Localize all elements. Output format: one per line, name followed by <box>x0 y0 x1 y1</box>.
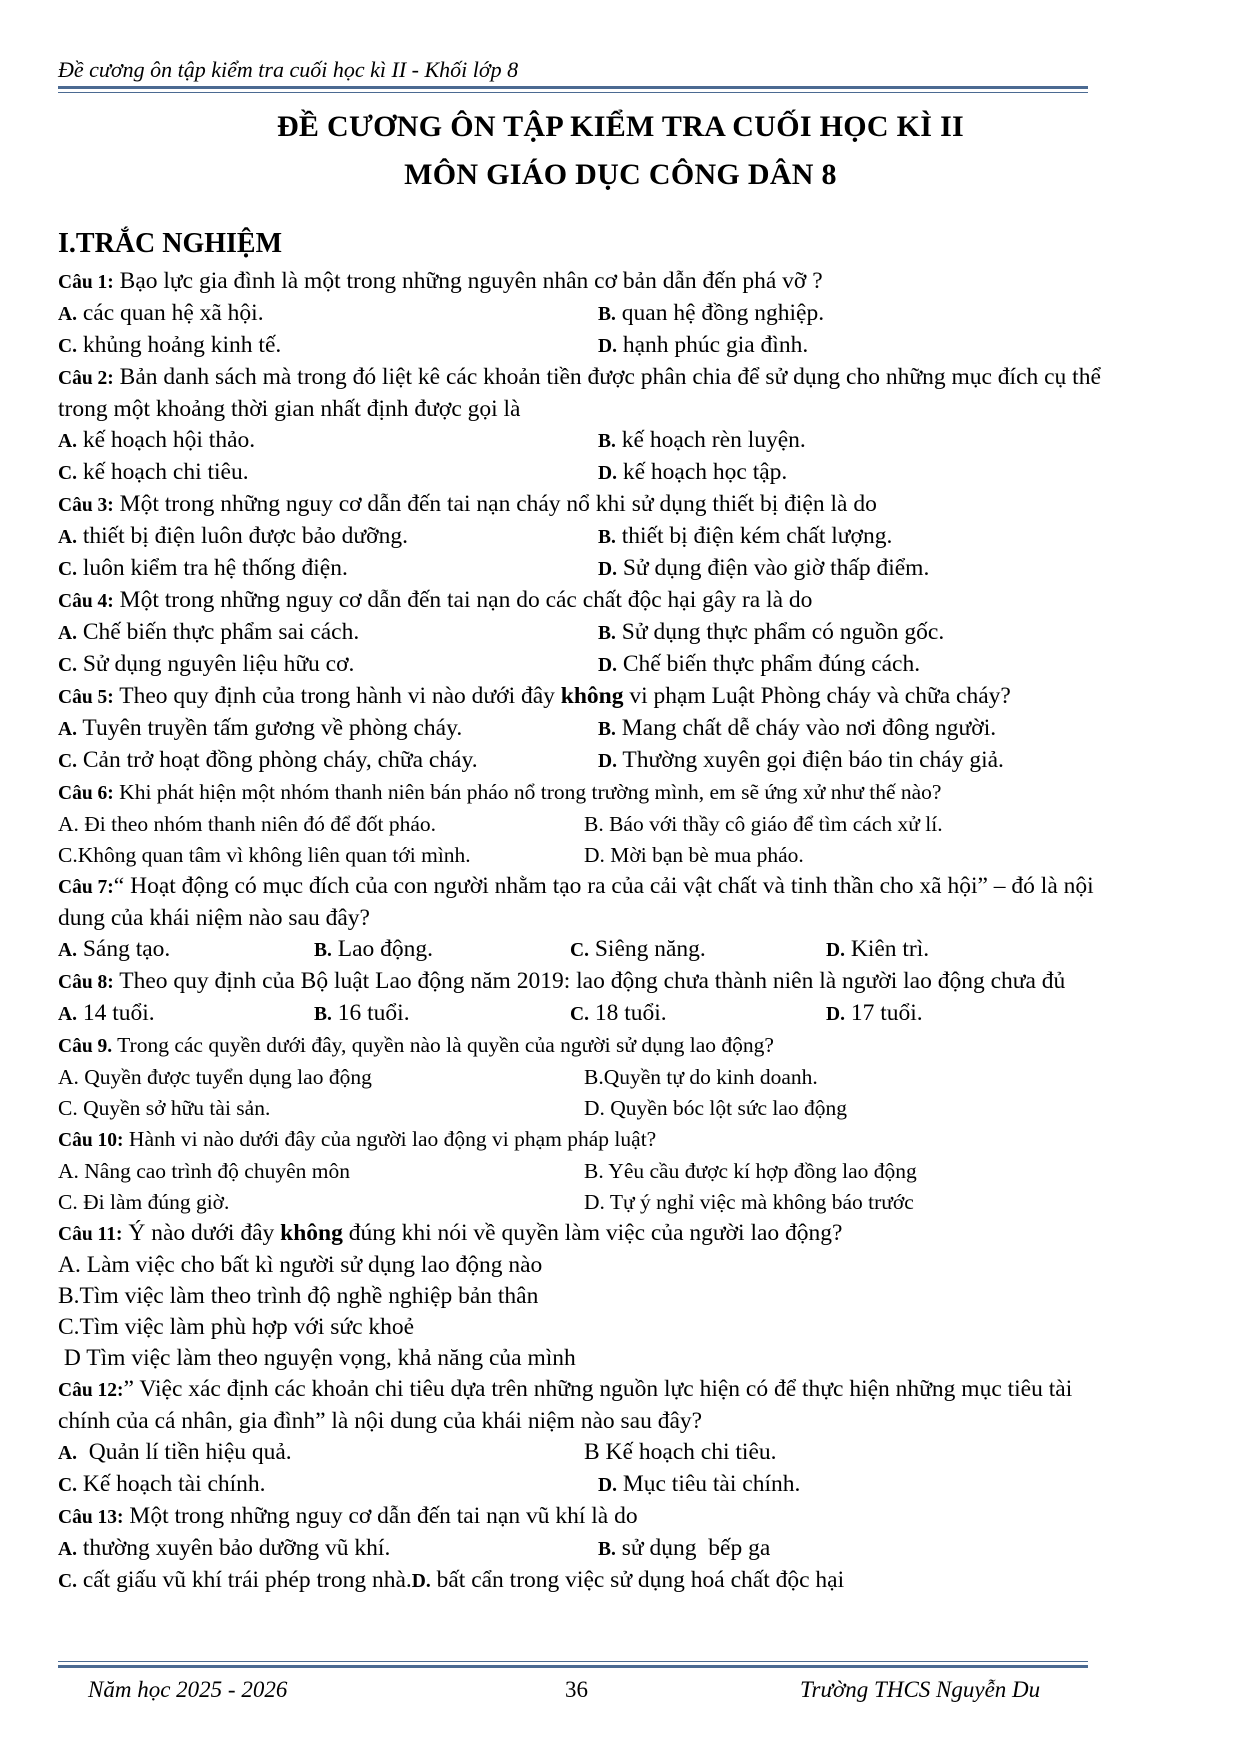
answer-option-a <box>58 617 598 649</box>
answer-option-d <box>826 934 929 966</box>
question-2 <box>58 362 1106 425</box>
question-number: Câu 11: <box>58 1224 123 1245</box>
option-letter: D. <box>826 940 845 961</box>
option-letter: C. <box>58 1571 77 1592</box>
answer-row-cd <box>58 1565 1106 1597</box>
option-text: Sử dụng điện vào giờ thấp điểm. <box>616 555 930 581</box>
option-letter: A. <box>58 527 77 548</box>
answer-option-a <box>58 1533 598 1565</box>
answer-option-d: D. Tự ý nghỉ việc mà không báo trước <box>584 1190 914 1214</box>
option-text: 17 tuổi. <box>844 1000 923 1026</box>
answer-option-b <box>314 998 570 1030</box>
answer-option-c <box>58 553 598 585</box>
question-number: Câu 9. <box>58 1036 113 1057</box>
answer-row <box>58 998 1106 1030</box>
option-text: Cản trở hoạt đồng phòng cháy, chữa cháy. <box>76 747 478 773</box>
answer-row <box>58 521 1106 553</box>
answer-row <box>58 330 1106 362</box>
question-6 <box>58 777 1106 809</box>
answer-row <box>58 840 1106 871</box>
option-text: 14 tuổi. <box>76 1000 155 1026</box>
question-number: Câu 13: <box>58 1507 124 1528</box>
answer-option-b: B.Tìm việc làm theo trình độ nghề nghiệp bản thân <box>58 1283 539 1309</box>
answer-row <box>58 934 1106 966</box>
option-text: Sử dụng thực phẩm có nguồn gốc. <box>615 619 945 645</box>
option-text: thiết bị điện luôn được bảo dưỡng. <box>76 523 408 549</box>
option-letter: C. <box>58 336 77 357</box>
answer-option-a <box>58 298 598 330</box>
answer-option-d <box>598 330 808 362</box>
answer-row <box>58 1156 1106 1187</box>
answer-option-a <box>58 934 314 966</box>
answer-option-d <box>826 998 923 1030</box>
answer-row <box>58 713 1106 745</box>
option-letter: D. <box>598 463 617 484</box>
option-text: Mang chất dễ cháy vào nơi đông người. <box>615 715 997 741</box>
option-text: Quản lí tiền hiệu quả. <box>76 1439 292 1465</box>
answer-option-c: C.Tìm việc làm phù hợp với sức khoẻ <box>58 1314 415 1340</box>
option-letter: A. <box>58 940 77 961</box>
answer-option-a <box>58 998 314 1030</box>
option-letter: D. <box>598 751 617 772</box>
question-number: Câu 8: <box>58 972 114 993</box>
option-letter: D. <box>598 655 617 676</box>
answer-option-b: B. Yêu cầu được kí hợp đồng lao động <box>584 1159 917 1183</box>
answer-row <box>58 1093 1106 1124</box>
answer-row <box>58 745 1106 777</box>
option-letter: A. <box>58 1004 77 1025</box>
question-text: vi phạm Luật Phòng cháy và chữa cháy? <box>623 683 1011 709</box>
answer-option-a: A. Quyền được tuyển dụng lao động <box>58 1065 372 1089</box>
answer-option-c <box>570 998 826 1030</box>
question-text: Một trong những nguy cơ dẫn đến tai nạn do các chất độc hại gây ra là do <box>113 587 813 613</box>
answer-option-c: C. Đi làm đúng giờ. <box>58 1190 230 1214</box>
option-letter: A. <box>58 1539 77 1560</box>
option-text: luôn kiểm tra hệ thống điện. <box>76 555 348 581</box>
option-letter: A. <box>58 623 77 644</box>
answer-option-b <box>598 617 944 649</box>
option-letter: A. <box>58 431 77 452</box>
question-text: ” Việc xác định các khoản chi tiêu dựa trên những nguồn lực hiện có để thực hiện những mục tiêu tài chính của cá nhân, gia đình” là nội dung của khái niệm nào sau đây? <box>58 1376 1073 1434</box>
document-title-line1: ĐỀ CƯƠNG ÔN TẬP KIỂM TRA CUỐI HỌC KÌ II <box>276 110 965 143</box>
answer-option-d: D. Quyền bóc lột sức lao động <box>584 1096 848 1120</box>
question-number: Câu 1: <box>58 272 114 293</box>
question-text: Một trong những nguy cơ dẫn đến tai nạn cháy nổ khi sử dụng thiết bị điện là do <box>113 491 877 517</box>
answer-option-a <box>58 521 598 553</box>
option-letter: B. <box>314 1004 332 1025</box>
answer-option-c <box>58 745 598 777</box>
question-text: Theo quy định của trong hành vi nào dưới đây <box>113 683 561 709</box>
question-1 <box>58 266 1106 298</box>
answer-option-c <box>58 1469 598 1501</box>
question-text: Bạo lực gia đình là một trong những nguyên nhân cơ bản dẫn đến phá vỡ ? <box>113 268 823 294</box>
option-letter: B. <box>598 623 616 644</box>
option-letter: C. <box>58 559 77 580</box>
answer-row <box>58 1187 1106 1218</box>
option-text: các quan hệ xã hội. <box>76 300 264 326</box>
answer-row <box>58 553 1106 585</box>
option-letter: C. <box>58 655 77 676</box>
option-text: sử dụng bếp ga <box>615 1535 771 1561</box>
option-letter: B. <box>598 719 616 740</box>
answer-option-d <box>598 745 1004 777</box>
answer-option-a: A. Nâng cao trình độ chuyên môn <box>58 1159 350 1183</box>
answer-option-a <box>58 713 598 745</box>
answer-option-c: C.Không quan tâm vì không liên quan tới mình. <box>58 843 471 867</box>
question-number: Câu 3: <box>58 495 114 516</box>
answer-option-b <box>598 425 806 457</box>
answer-row <box>58 617 1106 649</box>
footer-school-name: Trường THCS Nguyễn Du <box>800 1677 1041 1702</box>
answer-option-d <box>598 1469 800 1501</box>
answer-row <box>58 457 1106 489</box>
question-9 <box>58 1030 1106 1062</box>
answer-option-b <box>598 298 824 330</box>
option-letter: B. <box>314 940 332 961</box>
answer-option-c <box>58 457 598 489</box>
footer-rule-thin <box>58 1661 1088 1662</box>
header-rule-thick <box>58 86 1088 89</box>
answer-option-b: B Kế hoạch chi tiêu. <box>584 1439 777 1465</box>
option-text: thường xuyên bảo dưỡng vũ khí. <box>76 1535 391 1561</box>
option-text: kế hoạch hội thảo. <box>76 427 256 453</box>
option-letter: D. <box>598 336 617 357</box>
question-number: Câu 7: <box>58 877 114 898</box>
answer-option-a <box>58 1437 584 1469</box>
question-text: Một trong những nguy cơ dẫn đến tai nạn vũ khí là do <box>123 1503 638 1529</box>
running-header: Đề cương ôn tập kiểm tra cuối học kì II - Khối lớp 8 <box>58 57 519 82</box>
answer-option-b <box>598 713 996 745</box>
answer-option-a <box>58 425 598 457</box>
question-3 <box>58 489 1106 521</box>
header-rule-thin <box>58 92 1088 93</box>
question-number: Câu 6: <box>58 783 114 804</box>
question-text: Khi phát hiện một nhóm thanh niên bán pháo nổ trong trường mình, em sẽ ứng xử như thế nào? <box>113 780 942 804</box>
question-number: Câu 4: <box>58 591 114 612</box>
option-letter: B. <box>598 304 616 325</box>
question-7 <box>58 871 1106 934</box>
option-text: cất giấu vũ khí trái phép trong nhà. <box>76 1567 412 1593</box>
option-text: Tuyên truyền tấm gương về phòng cháy. <box>76 715 463 741</box>
answer-row <box>58 649 1106 681</box>
option-text: hạnh phúc gia đình. <box>616 332 809 358</box>
question-11 <box>58 1218 1106 1250</box>
question-text: Theo quy định của Bộ luật Lao động năm 2019: lao động chưa thành niên là người lao động chưa đủ <box>113 968 1066 994</box>
option-text: kế hoạch rèn luyện. <box>615 427 806 453</box>
option-text: 18 tuổi. <box>588 1000 667 1026</box>
option-letter: B. <box>598 1539 616 1560</box>
option-text: bất cẩn trong việc sử dụng hoá chất độc hại <box>430 1567 845 1593</box>
question-list <box>58 266 1106 1597</box>
option-letter: B. <box>598 527 616 548</box>
option-text: 16 tuổi. <box>331 1000 410 1026</box>
question-number: Câu 12: <box>58 1380 124 1401</box>
option-text: Chế biến thực phẩm đúng cách. <box>616 651 921 677</box>
question-10 <box>58 1124 1106 1156</box>
option-text: Kế hoạch tài chính. <box>76 1471 266 1497</box>
option-letter: C. <box>58 751 77 772</box>
question-text: Bản danh sách mà trong đó liệt kê các khoản tiền được phân chia để sử dụng cho những mục đích cụ thể trong một khoảng thời gian nhất định được gọi là <box>58 364 1101 422</box>
answer-option-b: B. Báo với thầy cô giáo để tìm cách xử lí. <box>584 812 943 836</box>
question-text: “ Hoạt động có mục đích của con người nhằm tạo ra của cải vật chất và tinh thần cho xã hội” – đó là nội dung của khái niệm nào sau đây? <box>58 873 1094 931</box>
question-4 <box>58 585 1106 617</box>
question-text: đúng khi nói về quyền làm việc của người lao động? <box>342 1220 843 1246</box>
option-text: Kiên trì. <box>844 936 930 962</box>
answer-option-c: C. Quyền sở hữu tài sản. <box>58 1096 271 1120</box>
answer-option-d: D. Mời bạn bè mua pháo. <box>584 843 804 867</box>
answer-row <box>58 425 1106 457</box>
option-letter: A. <box>58 1443 77 1464</box>
answer-option-b <box>598 521 892 553</box>
answer-option-a: A. Đi theo nhóm thanh niên đó để đốt pháo. <box>58 812 436 836</box>
document-title-line2: MÔN GIÁO DỤC CÔNG DÂN 8 <box>404 158 837 191</box>
question-text: Trong các quyền dưới đây, quyền nào là quyền của người sử dụng lao động? <box>112 1033 774 1057</box>
question-8 <box>58 966 1106 998</box>
question-5 <box>58 681 1106 713</box>
answer-row <box>58 1533 1106 1565</box>
option-text: quan hệ đồng nghiệp. <box>615 300 825 326</box>
option-text: Lao động. <box>331 936 434 962</box>
option-letter: C. <box>570 1004 589 1025</box>
option-text: Siêng năng. <box>588 936 706 962</box>
answer-option-c <box>58 649 598 681</box>
answer-option-b <box>598 1533 770 1565</box>
option-text: thiết bị điện kém chất lượng. <box>615 523 893 549</box>
answer-option-c <box>570 934 826 966</box>
answer-option-a: A. Làm việc cho bất kì người sử dụng lao động nào <box>58 1252 543 1278</box>
option-letter: D. <box>826 1004 845 1025</box>
option-letter: B. <box>598 431 616 452</box>
footer-rule-thick <box>58 1665 1088 1668</box>
option-letter: C. <box>570 940 589 961</box>
answer-option-b <box>314 934 570 966</box>
option-letter: D. <box>598 559 617 580</box>
answer-row <box>58 1437 1106 1469</box>
page-number: 36 <box>565 1677 588 1702</box>
option-letter: D. <box>411 1571 431 1592</box>
option-text: Thường xuyên gọi điện báo tin cháy giả. <box>616 747 1004 773</box>
answer-row <box>58 809 1106 840</box>
question-13 <box>58 1501 1106 1533</box>
answer-option-d <box>598 457 787 489</box>
option-text: kế hoạch học tập. <box>616 459 788 485</box>
answer-row <box>58 298 1106 330</box>
option-text: khủng hoảng kinh tế. <box>76 332 282 358</box>
answer-option-d: D Tìm việc làm theo nguyện vọng, khả năng của mình <box>58 1345 576 1371</box>
question-text: Ý nào dưới đây <box>122 1220 281 1246</box>
answer-option-b: B.Quyền tự do kinh doanh. <box>584 1065 818 1089</box>
answer-option-d <box>598 553 929 585</box>
question-emphasis: không <box>280 1220 343 1246</box>
answer-option-d <box>598 649 920 681</box>
section-heading: I.TRẮC NGHIỆM <box>58 228 283 259</box>
question-text: Hành vi nào dưới đây của người lao động vi phạm pháp luật? <box>123 1127 657 1151</box>
question-12 <box>58 1374 1106 1437</box>
answer-option-c <box>58 330 598 362</box>
option-text: Sử dụng nguyên liệu hữu cơ. <box>76 651 355 677</box>
footer-school-year: Năm học 2025 - 2026 <box>88 1677 288 1702</box>
question-number: Câu 2: <box>58 368 114 389</box>
option-letter: C. <box>58 1475 77 1496</box>
option-letter: A. <box>58 719 77 740</box>
option-text: Sáng tạo. <box>76 936 171 962</box>
question-emphasis: không <box>560 683 624 709</box>
option-letter: A. <box>58 304 77 325</box>
answer-row <box>58 1469 1106 1501</box>
option-text: Mục tiêu tài chính. <box>616 1471 801 1497</box>
answer-row <box>58 1062 1106 1093</box>
option-letter: C. <box>58 463 77 484</box>
question-number: Câu 10: <box>58 1130 124 1151</box>
option-text: kế hoạch chi tiêu. <box>76 459 249 485</box>
question-number: Câu 5: <box>58 687 114 708</box>
option-text: Chế biến thực phẩm sai cách. <box>76 619 360 645</box>
option-letter: D. <box>598 1475 617 1496</box>
